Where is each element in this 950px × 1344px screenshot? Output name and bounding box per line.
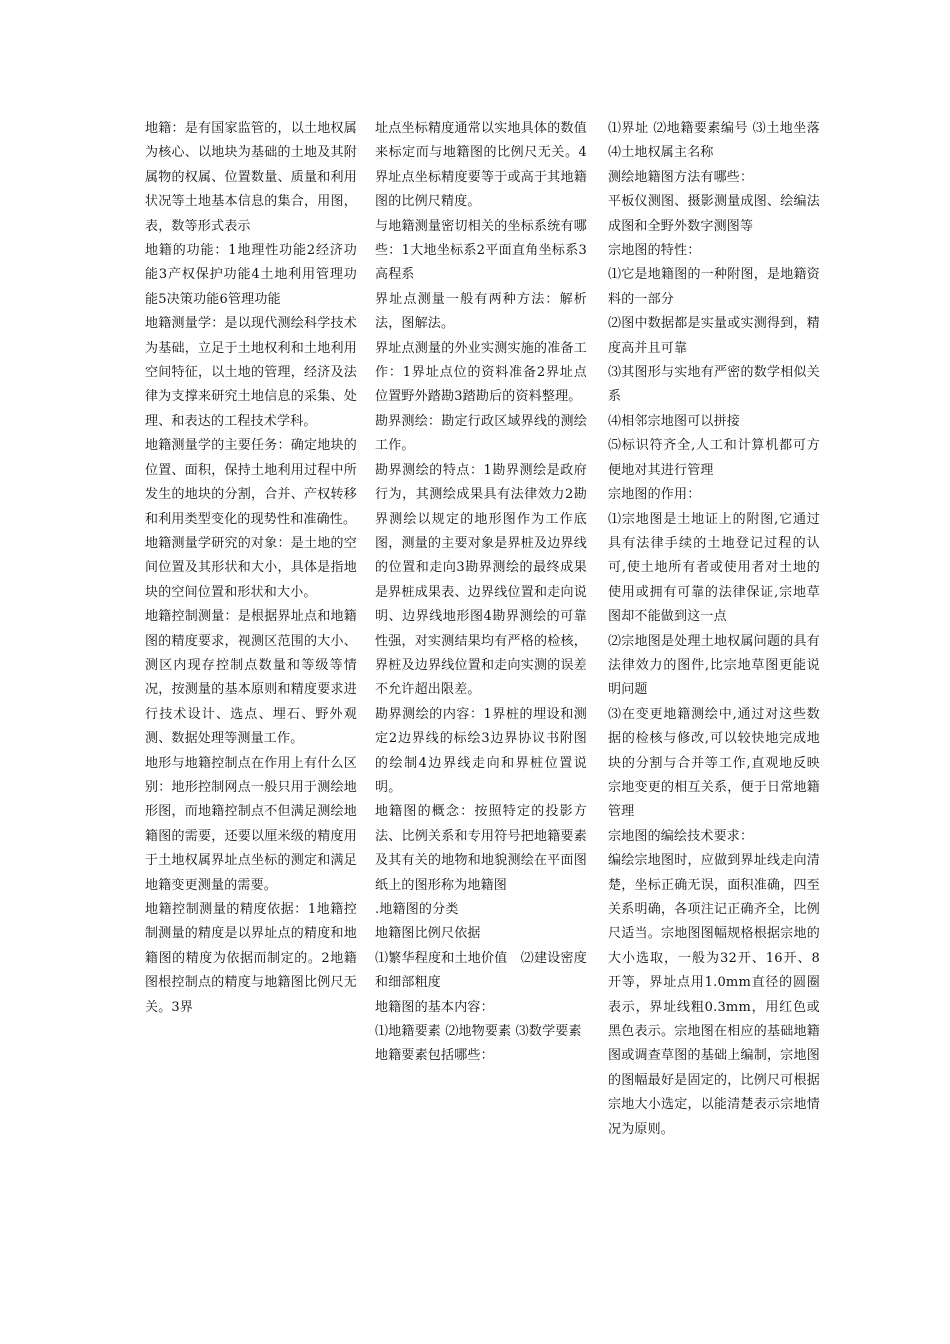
paragraph: 地籍测量学的主要任务：确定地块的位置、面积，保持土地利用过程中所发生的地块的分割，合并、产权转移和利用类型变化的现势性和准确性。 — [145, 438, 357, 527]
text-column-1 — [145, 117, 357, 1020]
paragraph: 与地籍测量密切相关的坐标系统有哪些：1大地坐标系2平面直角坐标系3高程系 — [375, 218, 587, 283]
paragraph: 地籍控制测量：是根据界址点和地籍图的精度要求，视测区范围的大小、测区内现存控制点数量和等级等情况，按测量的基本原则和精度要求进行技术设计、选点、埋石、野外观测、数据处理等测量工作。 — [145, 609, 357, 747]
paragraph: 地籍测量学：是以现代测绘科学技术为基础，立足于土地权利和土地利用空间特征，以土地的管理，经济及法律为支撑来研究土地信息的采集、处理、和表达的工程技术学科。 — [145, 316, 357, 429]
paragraph: ⑴宗地图是土地证上的附图,它通过具有法律手续的土地登记过程的认可,使土地所有者或使用者对土地的使用或拥有可靠的法律保证,宗地草图却不能做到这一点 — [608, 511, 820, 625]
paragraph: ⑵宗地图是处理土地权属问题的具有法律效力的图件,比宗地草图更能说明问题 — [608, 633, 820, 698]
text-column-2 — [375, 117, 587, 1069]
paragraph: 界址点测量一般有两种方法：解析法，图解法。 — [375, 291, 587, 332]
paragraph: 勘界测绘：勘定行政区域界线的测绘工作。 — [375, 413, 587, 454]
paragraph: 勘界测绘的内容：1界桩的埋设和测定2边界线的标绘3边界协议书附图的绘制4边界线走向和界桩位置说明。 — [375, 706, 587, 795]
paragraph: ⑷相邻宗地图可以拼接 — [608, 413, 741, 429]
paragraph: 址点坐标精度通常以实地具体的数值来标定而与地籍图的比例尺无关。4界址点坐标精度要等于或高于其地籍图的比例尺精度。 — [375, 121, 587, 210]
paragraph: ⑴界址 ⑵地籍要素编号 ⑶土地坐落 ⑷土地权属主名称 — [608, 121, 820, 161]
paragraph: 地籍的功能：1地理性功能2经济功能3产权保护功能4土地利用管理功能5决策功能6管理功能 — [145, 243, 357, 307]
paragraph: ⑸标识符齐全,人工和计算机都可方便地对其进行管理 — [608, 438, 820, 478]
paragraph: 测绘地籍图方法有哪些： — [608, 169, 754, 185]
paragraph: ⑵图中数据都是实量或实测得到，精度高并且可靠 — [608, 316, 820, 356]
paragraph: 地籍图的概念：按照特定的投影方法、比例关系和专用符号把地籍要素及其有关的地物和地貌测绘在平面图纸上的图形称为地籍图 — [375, 804, 587, 893]
paragraph: ⑴地籍要素 ⑵地物要素 ⑶数学要素 — [375, 1024, 582, 1040]
paragraph: 地籍要素包括哪些： — [375, 1048, 494, 1064]
paragraph: 勘界测绘的特点：1勘界测绘是政府行为，其测绘成果具有法律效力2勘界测绘以规定的地形图作为工作底图，测量的主要对象是界桩及边界线的位置和走向3勘界测绘的最终成果是界桩成果表、边界线位置和走向说明、边界线地形图4勘界测绘的可靠性强，对实测结果均有严格的检核，界桩及边界线位置和走向实测的误差不允许超出限差。 — [375, 462, 587, 698]
paragraph: 地籍图的基本内容： — [375, 999, 494, 1015]
paragraph: .地籍图的分类 — [375, 902, 459, 917]
text-column-3 — [608, 117, 820, 1142]
paragraph: 编绘宗地图时，应做到界址线走向清楚，坐标正确无误，面积准确，四至关系明确，各项注记正确齐全，比例尺适当。宗地图图幅规格根据宗地的大小选取，一般为32开、16开、8开等，界址点用1.0mm直径的圆圈表示，界址线粗0.3mm，用红色或黑色表示。宗地图在相应的基础地籍图或调查草图的基础上编制，宗地图的图幅最好是固定的，比例尺可根据宗地大小选定，以能清楚表示宗地情况为原则。 — [608, 853, 820, 1137]
paragraph: ⑶在变更地籍测绘中,通过对这些数据的检核与修改,可以较快地完成地块的分割与合并等工作,直观地反映宗地变更的相互关系，便于日常地籍管理 — [608, 706, 820, 820]
paragraph: 宗地图的特性： — [608, 243, 701, 259]
paragraph: 地籍：是有国家监管的，以土地权属为核心、以地块为基础的土地及其附属物的权属、位置数量、质量和利用状况等土地基本信息的集合，用图，表，数等形式表示 — [145, 121, 357, 234]
paragraph: 地籍图比例尺依据 — [375, 926, 481, 942]
paragraph: 宗地图的作用： — [608, 487, 701, 503]
paragraph: 地籍测量学研究的对象：是土地的空间位置及其形状和大小，具体是指地块的空间位置和形状和大小。 — [145, 535, 357, 600]
paragraph: 宗地图的编绘技术要求： — [608, 828, 754, 844]
paragraph: ⑶其图形与实地有严密的数学相似关系 — [608, 365, 820, 405]
paragraph: ⑴它是地籍图的一种附图，是地籍资料的一部分 — [608, 267, 820, 307]
paragraph: 地籍控制测量的精度依据：1地籍控制测量的精度是以界址点的精度和地籍图的精度为依据而制定的。2地籍图根控制点的精度与地籍图比例尺无关。3界 — [145, 902, 357, 1015]
paragraph: 平板仪测图、摄影测量成图、绘编法成图和全野外数字测图等 — [608, 194, 820, 234]
paragraph: 界址点测量的外业实测实施的准备工作：1界址点位的资料准备2界址点位置野外踏勘3踏勘后的资料整理。 — [375, 340, 587, 405]
paragraph: 地形与地籍控制点在作用上有什么区别：地形控制网点一般只用于测绘地形图，而地籍控制点不但满足测绘地籍图的需要，还要以厘米级的精度用于土地权属界址点坐标的测定和满足地籍变更测量的需要。 — [145, 755, 357, 893]
paragraph: ⑴繁华程度和土地价值 ⑵建设密度和细部粗度 — [375, 950, 587, 991]
